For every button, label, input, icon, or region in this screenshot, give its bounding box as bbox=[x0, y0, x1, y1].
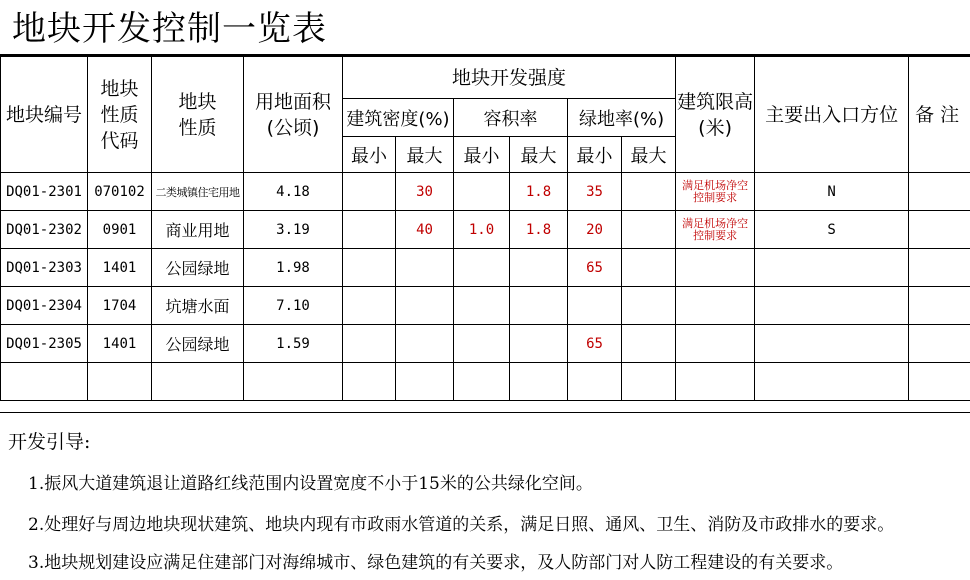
table-row bbox=[1, 249, 970, 287]
table-row bbox=[1, 287, 970, 325]
cell-far-min bbox=[454, 249, 510, 287]
cell-plot: DQ01-2303 bbox=[1, 249, 88, 287]
cell-plot bbox=[1, 363, 88, 401]
cell-height-line2: 控制要求 bbox=[676, 230, 754, 242]
header-entrance: 主要出入口方位 bbox=[755, 57, 909, 173]
header-density-max: 最大 bbox=[396, 137, 454, 173]
cell-far-max: 1.8 bbox=[510, 173, 568, 211]
header-density-min: 最小 bbox=[343, 137, 396, 173]
header-remark: 备 注 bbox=[909, 57, 970, 173]
cell-far-min bbox=[454, 173, 510, 211]
header-green-max: 最大 bbox=[622, 137, 676, 173]
cell-density-max bbox=[396, 249, 454, 287]
cell-height-limit bbox=[676, 173, 755, 211]
header-nature-code-line3: 代码 bbox=[88, 128, 151, 154]
cell-height-limit bbox=[676, 363, 755, 401]
header-nature-code-line1: 地块 bbox=[88, 76, 151, 102]
header-height-limit bbox=[676, 57, 755, 173]
table-row bbox=[1, 325, 970, 363]
header-density: 建筑密度(%) bbox=[343, 99, 454, 137]
cell-remark bbox=[909, 249, 970, 287]
cell-far-min bbox=[454, 363, 510, 401]
cell-plot: DQ01-2302 bbox=[1, 211, 88, 249]
table-row bbox=[1, 363, 970, 401]
cell-entrance bbox=[755, 249, 909, 287]
cell-green-min: 20 bbox=[568, 211, 622, 249]
cell-code: 1401 bbox=[88, 325, 152, 363]
cell-nature bbox=[152, 363, 244, 401]
cell-density-max bbox=[396, 363, 454, 401]
header-far: 容积率 bbox=[454, 99, 568, 137]
guidance-title: 开发引导: bbox=[8, 427, 90, 454]
cell-green-max bbox=[622, 249, 676, 287]
header-nature-line2: 性质 bbox=[152, 115, 243, 141]
cell-area: 1.59 bbox=[244, 325, 343, 363]
cell-density-max: 40 bbox=[396, 211, 454, 249]
header-height-line2: (米) bbox=[676, 115, 754, 141]
header-intensity: 地块开发强度 bbox=[343, 57, 676, 99]
cell-density-min bbox=[343, 173, 396, 211]
cell-density-max: 30 bbox=[396, 173, 454, 211]
cell-density-max bbox=[396, 287, 454, 325]
cell-height-limit bbox=[676, 211, 755, 249]
header-nature-code-line2: 性质 bbox=[88, 102, 151, 128]
cell-height-line1: 满足机场净空 bbox=[676, 218, 754, 230]
cell-remark bbox=[909, 287, 970, 325]
cell-density-min bbox=[343, 249, 396, 287]
cell-green-max bbox=[622, 287, 676, 325]
cell-entrance bbox=[755, 287, 909, 325]
header-nature-code bbox=[88, 57, 152, 173]
header-far-min: 最小 bbox=[454, 137, 510, 173]
cell-remark bbox=[909, 211, 970, 249]
plot-control-table bbox=[0, 56, 970, 401]
cell-plot: DQ01-2305 bbox=[1, 325, 88, 363]
header-area-line1: 用地面积 bbox=[244, 89, 342, 115]
cell-remark bbox=[909, 363, 970, 401]
cell-nature: 坑塘水面 bbox=[152, 287, 244, 325]
cell-area: 4.18 bbox=[244, 173, 343, 211]
cell-far-min bbox=[454, 325, 510, 363]
cell-entrance: N bbox=[755, 173, 909, 211]
cell-density-min bbox=[343, 363, 396, 401]
guidance-item-2: 2.处理好与周边地块现状建筑、地块内现有市政雨水管道的关系，满足日照、通风、卫生、消防及市政排水的要求。 bbox=[28, 510, 894, 535]
cell-green-max bbox=[622, 211, 676, 249]
cell-remark bbox=[909, 173, 970, 211]
cell-nature: 公园绿地 bbox=[152, 249, 244, 287]
header-green-min: 最小 bbox=[568, 137, 622, 173]
cell-remark bbox=[909, 325, 970, 363]
header-height-line1: 建筑限高 bbox=[676, 89, 754, 115]
cell-density-min bbox=[343, 325, 396, 363]
page-title: 地块开发控制一览表 bbox=[12, 6, 327, 52]
cell-green-min bbox=[568, 363, 622, 401]
cell-green-max bbox=[622, 363, 676, 401]
cell-plot: DQ01-2304 bbox=[1, 287, 88, 325]
development-guidance bbox=[0, 412, 970, 580]
cell-height-line2: 控制要求 bbox=[676, 192, 754, 204]
guidance-item-3: 3.地块规划建设应满足住建部门对海绵城市、绿色建筑的有关要求，及人防部门对人防工程建设的有关要求。 bbox=[28, 548, 843, 573]
cell-far-min: 1.0 bbox=[454, 211, 510, 249]
cell-green-max bbox=[622, 173, 676, 211]
cell-height-limit bbox=[676, 287, 755, 325]
cell-density-max bbox=[396, 325, 454, 363]
cell-height-line1: 满足机场净空 bbox=[676, 180, 754, 192]
table-row bbox=[1, 173, 970, 211]
cell-far-max bbox=[510, 287, 568, 325]
cell-density-min bbox=[343, 211, 396, 249]
table-row bbox=[1, 211, 970, 249]
cell-code: 0901 bbox=[88, 211, 152, 249]
cell-green-min bbox=[568, 287, 622, 325]
header-nature bbox=[152, 57, 244, 173]
cell-far-min bbox=[454, 287, 510, 325]
cell-entrance bbox=[755, 325, 909, 363]
cell-green-min: 35 bbox=[568, 173, 622, 211]
cell-nature: 公园绿地 bbox=[152, 325, 244, 363]
header-plot-no: 地块编号 bbox=[1, 57, 88, 173]
cell-far-max bbox=[510, 249, 568, 287]
cell-green-min: 65 bbox=[568, 249, 622, 287]
cell-far-max: 1.8 bbox=[510, 211, 568, 249]
header-far-max: 最大 bbox=[510, 137, 568, 173]
cell-height-limit bbox=[676, 325, 755, 363]
cell-green-max bbox=[622, 325, 676, 363]
cell-code: 1401 bbox=[88, 249, 152, 287]
guidance-item-1: 1.振风大道建筑退让道路红线范围内设置宽度不小于15米的公共绿化空间。 bbox=[28, 469, 593, 494]
cell-nature: 商业用地 bbox=[152, 211, 244, 249]
cell-entrance: S bbox=[755, 211, 909, 249]
cell-far-max bbox=[510, 325, 568, 363]
cell-density-min bbox=[343, 287, 396, 325]
cell-code bbox=[88, 363, 152, 401]
header-area-line2: (公顷) bbox=[244, 115, 342, 141]
cell-far-max bbox=[510, 363, 568, 401]
header-green: 绿地率(%) bbox=[568, 99, 676, 137]
cell-code: 1704 bbox=[88, 287, 152, 325]
cell-plot: DQ01-2301 bbox=[1, 173, 88, 211]
cell-area: 7.10 bbox=[244, 287, 343, 325]
cell-height-limit bbox=[676, 249, 755, 287]
cell-code: 070102 bbox=[88, 173, 152, 211]
cell-green-min: 65 bbox=[568, 325, 622, 363]
cell-area: 1.98 bbox=[244, 249, 343, 287]
cell-area: 3.19 bbox=[244, 211, 343, 249]
cell-entrance bbox=[755, 363, 909, 401]
cell-nature: 二类城镇住宅用地 bbox=[152, 173, 244, 211]
header-area bbox=[244, 57, 343, 173]
cell-area bbox=[244, 363, 343, 401]
header-nature-line1: 地块 bbox=[152, 89, 243, 115]
